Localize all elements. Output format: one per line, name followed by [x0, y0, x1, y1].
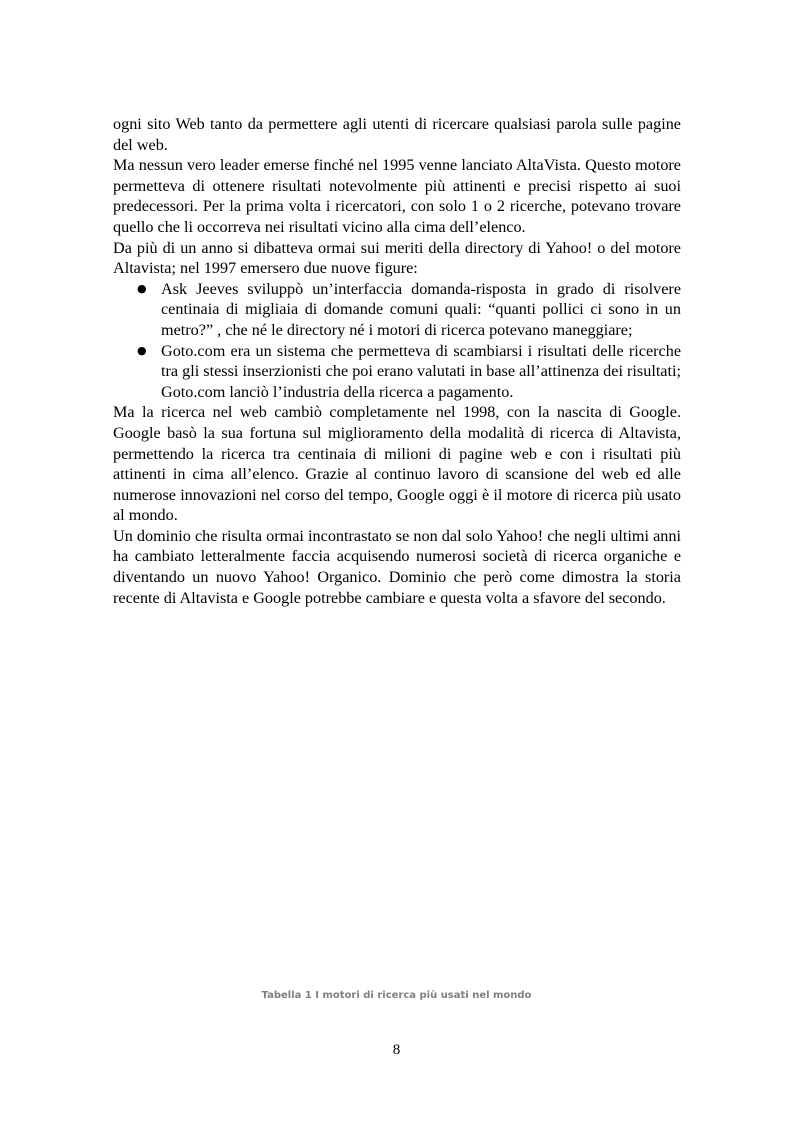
paragraph: Da più di un anno si dibatteva ormai sui meriti della directory di Yahoo! o del motore Altavista; nel 1997 emersero due nuove figure:: [113, 238, 681, 278]
paragraph: Un dominio che risulta ormai incontrastato se non dal solo Yahoo! che negli ultimi anni ha cambiato letteralmente faccia acquisendo numerosi società di ricerca organiche e diventando un nuovo Yahoo! Organico. Dominio che però come dimostra la storia recente di Altavista e Google potrebbe cambiare e questa volta a sfavore del secondo.: [113, 526, 681, 607]
table-caption: Tabella 1 I motori di ricerca più usati nel mondo: [261, 990, 532, 1001]
bullet-icon: ●: [137, 343, 147, 357]
body-text: [113, 114, 681, 608]
paragraph: Ma la ricerca nel web cambiò completamente nel 1998, con la nascita di Google. Google basò la sua fortuna sul miglioramento della modalità di ricerca di Altavista, permettendo la ricerca tra centinaia di milioni di pagine web e con i risultati più attinenti in cima all’elenco. Grazie al continuo lavoro di scansione del web ed alle numerose innovazioni nel corso del tempo, Google oggi è il motore di ricerca più usato al mondo.: [113, 403, 681, 525]
paragraph: Ma nessun vero leader emerse finché nel 1995 venne lanciato AltaVista. Questo motore permetteva di ottenere risultati notevolmente più attinenti e precisi rispetto ai suoi predecessori. Per la prima volta i ricercatori, con solo 1 o 2 ricerche, potevano trovare quello che li occorreva nei risultati vicino alla cima dell’elenco.: [113, 156, 681, 236]
page-number: 8: [392, 1042, 401, 1058]
bullet-icon: ●: [137, 281, 147, 295]
list-item: [113, 341, 681, 403]
list-item-text: Ask Jeeves sviluppò un’interfaccia domanda-risposta in grado di risolvere centinaia di migliaia di domande comuni quali: “quanti pollici ci sono in un metro?” , che né le directory né i motori di ricerca potevano maneggiare;: [161, 279, 681, 339]
bullet-list: [113, 279, 681, 403]
list-item-text: Goto.com era un sistema che permetteva di scambiarsi i risultati delle ricerche tra gli stessi inserzionisti che poi erano valutati in base all’attinenza dei risultati; Goto.com lanciò l’industria della ricerca a pagamento.: [161, 341, 681, 401]
list-item: [113, 279, 681, 341]
paragraph: ogni sito Web tanto da permettere agli utenti di ricercare qualsiasi parola sulle pagine del web.: [113, 115, 681, 154]
